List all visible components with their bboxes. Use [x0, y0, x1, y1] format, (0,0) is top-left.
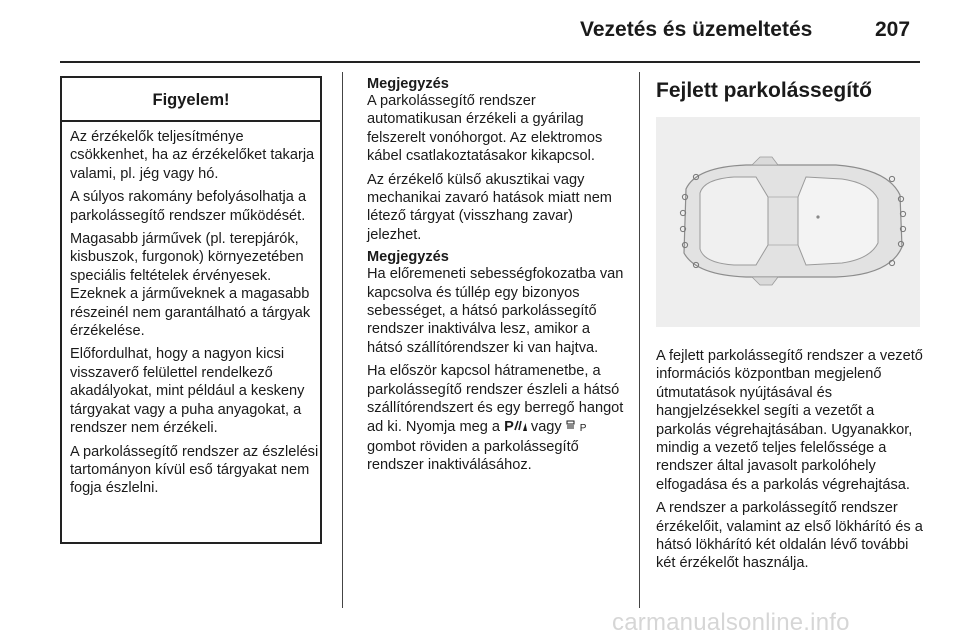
body-paragraph: A rendszer a parkolássegítő rendszer érzékelőit, valamint az első lökhárító és a hátsó lökhárító két oldalán lévő további két érzékelőt használja.: [656, 500, 923, 572]
note-paragraph: Az érzékelő külső akusztikai vagy mechanikai zavaró hatások miatt nem létező tárgyat (visszhang zavar) jelezhet.: [367, 171, 612, 243]
warning-paragraph: Magasabb járművek (pl. terepjárók, kisbuszok, furgonok) környezetében speciális feltételek érvényesek. Ezeknek a járműveknek a magasabb részeinél nem garantálható a tárgyak érzékelése.: [70, 231, 311, 340]
note-text: vagy: [530, 418, 562, 435]
park-assist-icon-letter: P: [504, 418, 514, 435]
warning-body: [62, 122, 320, 498]
body-paragraph: A fejlett parkolássegítő rendszer a vezető információs központban megjelenő útmutatások nyújtásával és hangjelzésekkel segíti a vezetőt a parkolás végrehajtásában. Ugyanakkor, mindig a vezető teljes felelőssége a rendszer által javasolt parkolóhely elfogadása és a parkolás végrehajtása.: [656, 348, 923, 493]
section-title: Fejlett parkolássegítő: [656, 79, 872, 102]
warning-title: Figyelem!: [62, 78, 320, 122]
warning-paragraph: A súlyos rakomány befolyásolhatja a parkolássegítő rendszer működését.: [70, 189, 307, 224]
running-header-title: Vezetés és üzemeltetés: [580, 18, 813, 41]
column-divider-2: [639, 72, 640, 608]
rear-park-assist-icon: [566, 419, 587, 435]
note-paragraph: Ha előremeneti sebességfokozatba van kapcsolva és túllép egy bizonyos sebességet, a hátsó parkolássegítő rendszer inaktiválva lesz, amikor a hátsó szállítórendszer ki van hajtva.: [367, 266, 624, 356]
rear-park-assist-icon-letter: P: [579, 422, 587, 434]
right-column: [656, 76, 924, 578]
column-divider-1: [342, 72, 343, 608]
note-heading: Megjegyzés: [367, 76, 449, 92]
note-text: gombot röviden a parkolássegítő rendszer inaktiválásához.: [367, 438, 579, 474]
watermark: carmanualsonline.info: [612, 609, 850, 636]
page-number: 207: [875, 18, 911, 41]
note-text: Ha először kapcsol hátramenetbe, a parkolássegítő rendszer észleli a hátsó szállítórendszert és egy berregő hangot ad ki. Nyomja meg a: [367, 363, 624, 435]
note-paragraph: [367, 362, 629, 474]
park-assist-button-icon: [504, 419, 527, 435]
middle-column: [367, 76, 629, 480]
warning-paragraph: Előfordulhat, hogy a nagyon kicsi visszaverő felülettel rendelkező akadályokat, mint például a keskeny tárgyakat vagy a puha anyagokat, a rendszer nem érzékeli.: [70, 346, 305, 437]
car-sensor-illustration: [656, 117, 920, 327]
warning-box: [60, 76, 322, 544]
note-paragraph: A parkolássegítő rendszer automatikusan érzékeli a gyárilag felszerelt vonóhorgot. Az elektromos kábel csatlakoztatásakor kikapcsol.: [367, 93, 603, 165]
warning-paragraph: Az érzékelők teljesítménye csökkenhet, ha az érzékelőket takarja valami, pl. jég vagy hó.: [70, 129, 315, 182]
header-divider: [60, 61, 920, 63]
note-heading: Megjegyzés: [367, 249, 449, 266]
warning-paragraph: A parkolássegítő rendszer az észlelési tartományon kívül eső tárgyakat nem fogja észlelni.: [70, 443, 319, 497]
